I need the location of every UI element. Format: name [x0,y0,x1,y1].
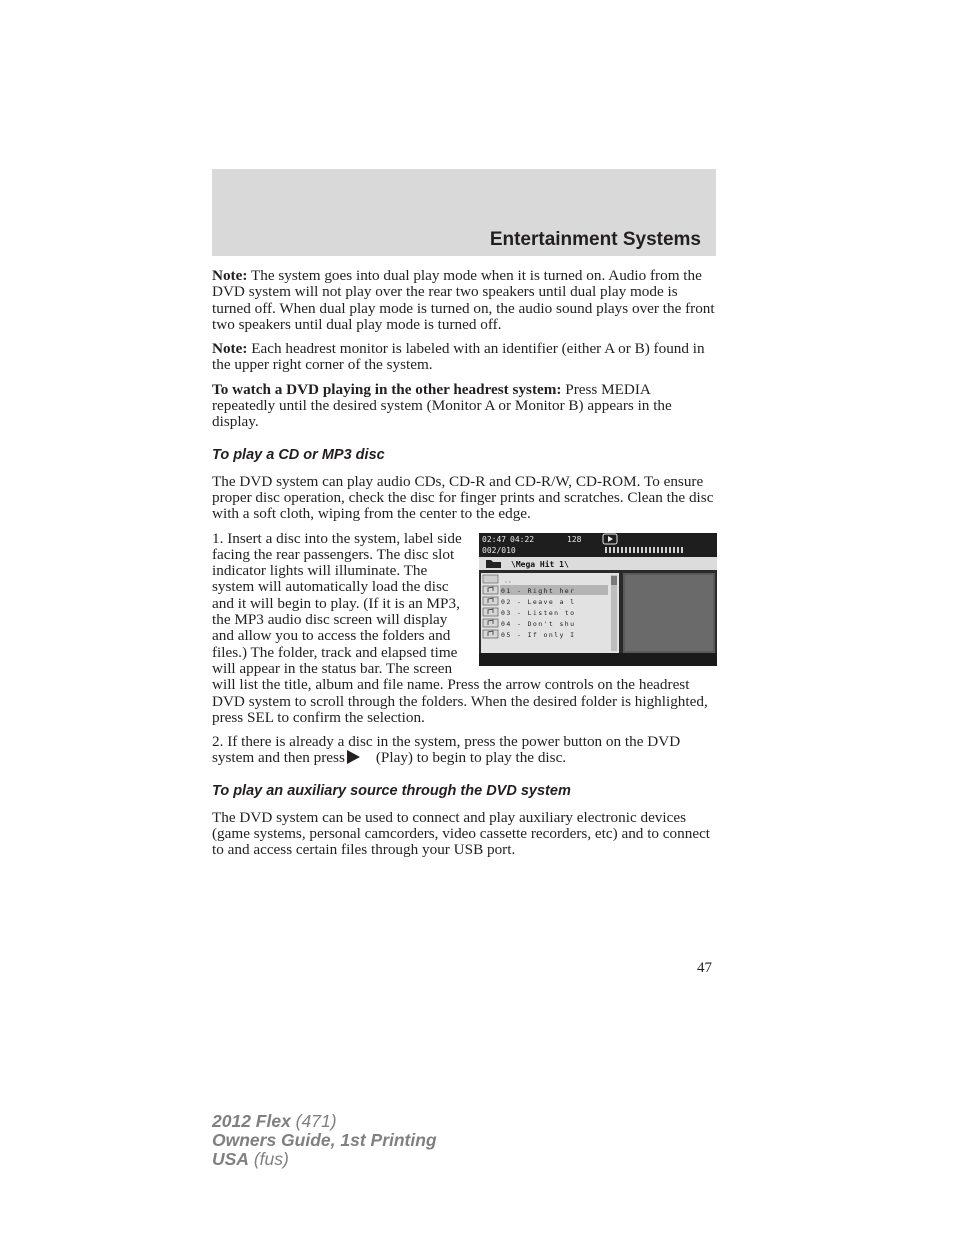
footer-line-1 [212,1112,437,1131]
cd-intro-paragraph: The DVD system can play audio CDs, CD-R and CD-R/W, CD-ROM. To ensure proper disc operation, check the disc for finger prints and scratches. Clean the disc with a soft cloth, wiping from the center to the edge. [212,472,714,523]
mp3-screen-illustration [479,533,717,666]
footer-line-2: Owners Guide, 1st Printing [212,1130,437,1150]
note-label: Note: [212,340,248,358]
track-name: 02 - Leave a l [501,597,576,606]
footer-model-code: (471) [290,1111,337,1131]
footer-market-code: (fus) [248,1149,289,1169]
note-label: To watch a DVD playing in the other headrest system: [212,380,562,398]
track-row[interactable] [483,619,575,628]
page-number: 47 [697,960,712,976]
note-text: Each headrest monitor is labeled with an identifier (either A or B) found in the upper right corner of the system. [212,340,705,374]
footer-model: 2012 Flex [212,1111,291,1131]
cd-step-1: 1. Insert a disc into the system, label side facing the rear passengers. The disc slot indicator lights will illuminate. The system will automatically load the disc and it will begin to play. (If it is an MP3, the MP3 audio disc screen will display and allow you to access the folders and files.) The folder, track and elapsed time will appear in the status bar. The screen will list the title, album and file name. Press the arrow controls on the headrest DVD system to scroll through the folders. When the desired folder is highlighted, press SEL to confirm the selection. [212,529,708,726]
mp3-screen-svg [479,533,717,666]
aux-section-heading: To play an auxiliary source through the DVD system [212,782,571,799]
note-text: Press MEDIA repeatedly until the desired system (Monitor A or Monitor B) appears in the display. [212,380,672,431]
footer-line-3 [212,1150,437,1169]
page-content [212,268,717,867]
track-row[interactable] [483,597,575,606]
aux-paragraph: The DVD system can be used to connect and play auxiliary electronic devices (game systems, personal camcorders, video cassette recorders, etc) and to connect to and access certain files through your USB port. [212,808,711,859]
footer-market: USA [212,1149,249,1169]
step2-text-before: 2. If there is already a disc in the system, press the power button on the DVD system and then press [212,733,681,767]
total-time: 04:22 [510,534,535,544]
section-header-band [212,169,716,256]
note-dual-play [212,268,717,333]
track-name: 01 - Right her [501,586,576,595]
track-row[interactable] [483,585,608,595]
track-name: 04 - Don't shu [501,619,576,628]
section-title: Entertainment Systems [489,229,701,250]
note-watch-other-headrest [212,382,717,431]
note-label: Note: [212,267,248,284]
bitrate: 128 [567,534,582,544]
step2-text-after: (Play) to begin to play the disc. [375,749,567,767]
parent-folder-row[interactable] [483,575,512,585]
cd-step-2 [212,734,717,767]
play-icon [347,750,360,764]
cd-section-heading: To play a CD or MP3 disc [212,446,385,463]
note-headrest-identifier [212,341,717,374]
note-text: The system goes into dual play mode when it is turned on. Audio from the DVD system will not play over the rear two speakers until dual play mode is turned off. When dual play mode is turned on, the audio sound plays over the front two speakers until dual play mode is turned off. [212,267,715,333]
track-row[interactable] [483,630,575,639]
footer-publication-info [212,1112,437,1169]
track-name: 05 - If only I [501,630,576,639]
track-name: 03 - Listen to [501,608,576,617]
track-row[interactable] [483,608,575,617]
track-counter: 002/010 [482,545,516,555]
parent-folder-label: .. [504,576,512,585]
current-folder: \Mega Hit 1\ [511,559,569,569]
elapsed-time: 02:47 [482,534,507,544]
